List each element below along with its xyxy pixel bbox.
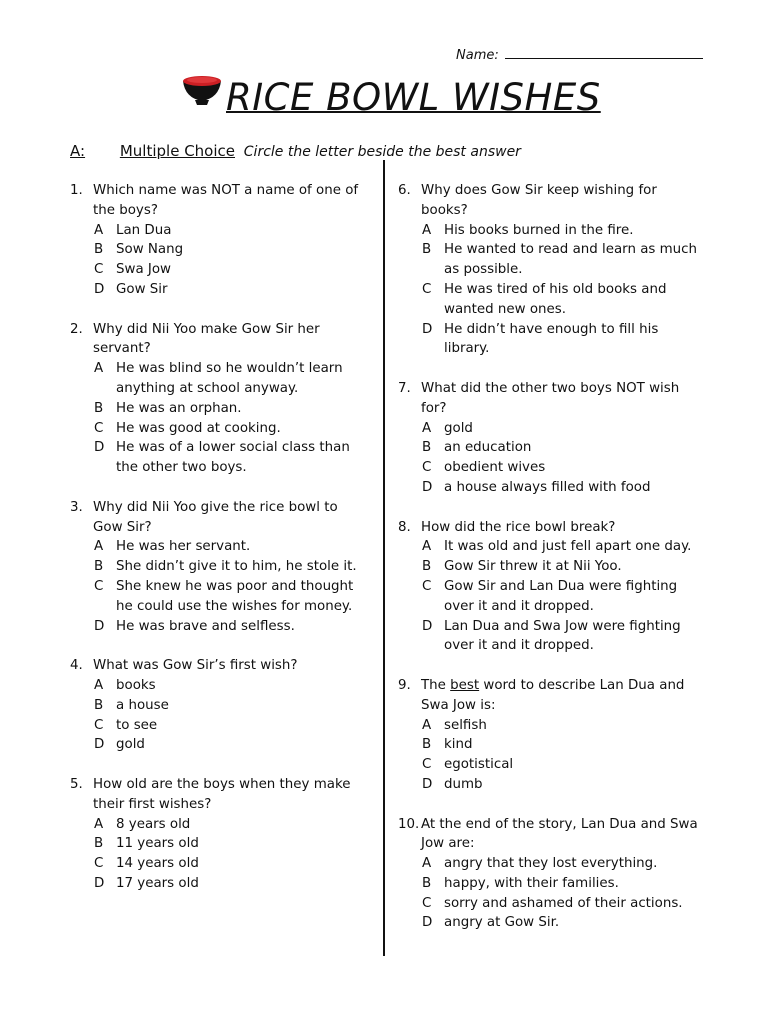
option-letter[interactable]: B [94, 242, 104, 258]
answer-option[interactable] [70, 815, 370, 835]
answer-option[interactable] [398, 537, 698, 557]
option-text: He was blind so he wouldn’t learn anything at school anyway. [116, 361, 343, 396]
option-text: angry that they lost everything. [444, 856, 658, 872]
option-text: Swa Jow [116, 262, 172, 278]
option-text: He was an orphan. [116, 400, 242, 416]
answer-option[interactable] [70, 696, 370, 716]
answer-option[interactable] [398, 478, 698, 498]
question-text-post: word to describe Lan Dua and Swa Jow is: [421, 677, 685, 713]
option-letter[interactable]: C [94, 420, 104, 436]
answer-option[interactable] [398, 617, 698, 657]
answer-option[interactable] [70, 221, 370, 241]
answer-option[interactable] [70, 617, 370, 637]
option-letter[interactable]: C [94, 578, 104, 594]
question-6 [398, 181, 698, 359]
option-letter[interactable]: D [422, 915, 433, 931]
option-text: a house always filled with food [444, 479, 651, 495]
option-text: 11 years old [116, 836, 199, 852]
option-text: It was old and just fell apart one day. [444, 539, 692, 555]
option-letter[interactable]: C [422, 460, 432, 476]
answer-option[interactable] [398, 735, 698, 755]
option-letter[interactable]: B [94, 836, 104, 852]
question-text: At the end of the story, Lan Dua and Swa Jow are: [421, 816, 698, 852]
answer-option[interactable] [398, 419, 698, 439]
right-column [398, 181, 698, 953]
option-text: obedient wives [444, 460, 546, 476]
question-text: Which name was NOT a name of one of the boys? [93, 183, 359, 218]
question-8 [398, 518, 698, 657]
option-text: gold [444, 420, 473, 436]
option-letter[interactable]: B [94, 559, 104, 575]
answer-option[interactable] [398, 913, 698, 933]
option-text: an education [444, 440, 532, 456]
section-instruction: Circle the letter beside the best answer [243, 144, 521, 160]
question-text: What did the other two boys NOT wish for? [421, 380, 680, 416]
option-letter[interactable]: A [94, 222, 104, 238]
option-letter[interactable]: D [94, 618, 105, 634]
answer-option[interactable] [398, 755, 698, 775]
answer-option[interactable] [70, 874, 370, 894]
answer-option[interactable] [398, 775, 698, 795]
option-letter[interactable]: C [94, 856, 104, 872]
option-text: 8 years old [116, 816, 191, 832]
question-text-pre: The [421, 677, 451, 693]
answer-option[interactable] [398, 458, 698, 478]
option-letter[interactable]: A [94, 816, 104, 832]
question-number: 8. [398, 519, 411, 535]
question-1 [70, 181, 370, 300]
answer-option[interactable] [398, 438, 698, 458]
question-5 [70, 775, 370, 894]
option-text: He was good at cooking. [116, 420, 281, 436]
question-number: 6. [398, 183, 411, 198]
option-letter[interactable]: B [94, 697, 104, 713]
answer-option[interactable] [70, 834, 370, 854]
question-2 [70, 320, 370, 478]
answer-option[interactable] [70, 716, 370, 736]
option-text: books [116, 677, 156, 693]
question-text: Why did Nii Yoo make Gow Sir her servant? [93, 321, 320, 357]
option-text: He wanted to read and learn as much as possible. [444, 242, 698, 278]
option-text: selfish [444, 717, 487, 733]
option-letter[interactable]: A [422, 856, 432, 872]
question-number: 5. [70, 776, 83, 792]
option-letter[interactable]: A [422, 539, 432, 555]
emphasized-word: best [450, 677, 480, 693]
option-text: He was brave and selfless. [116, 618, 295, 634]
option-letter[interactable]: A [94, 539, 104, 555]
option-text: His books burned in the fire. [444, 222, 634, 238]
option-text: He didn’t have enough to fill his library. [444, 321, 659, 357]
option-letter[interactable]: A [94, 361, 104, 377]
question-text: Why does Gow Sir keep wishing for books? [421, 183, 657, 218]
option-text: Gow Sir [116, 281, 168, 297]
option-letter[interactable]: D [94, 875, 105, 891]
option-letter[interactable]: D [422, 321, 433, 337]
question-number: 2. [70, 321, 83, 337]
section-letter: A: [70, 142, 86, 160]
rice-bowl-icon [182, 72, 222, 106]
option-text: He was tired of his old books and wanted new ones. [444, 281, 667, 317]
page-title: RICE BOWL WISHES [226, 76, 601, 119]
question-number: 1. [70, 183, 83, 198]
answer-option[interactable] [70, 399, 370, 419]
answer-option[interactable] [398, 874, 698, 894]
option-letter[interactable]: A [422, 222, 432, 238]
option-text: He was her servant. [116, 539, 251, 555]
option-letter[interactable]: B [422, 875, 432, 891]
option-letter[interactable]: B [94, 400, 104, 416]
answer-option[interactable] [70, 854, 370, 874]
answer-option[interactable] [70, 577, 370, 617]
option-text: a house [116, 697, 169, 713]
question-number: 7. [398, 380, 411, 396]
left-column [70, 181, 370, 913]
option-letter[interactable]: A [422, 420, 432, 436]
question-3 [70, 498, 370, 637]
question-4 [70, 656, 370, 755]
option-letter[interactable]: D [422, 479, 433, 495]
option-letter[interactable]: B [422, 737, 432, 753]
option-letter[interactable]: D [94, 281, 105, 297]
option-letter[interactable]: B [422, 559, 432, 575]
option-text: egotistical [444, 757, 514, 773]
option-text: 14 years old [116, 856, 199, 872]
option-letter[interactable]: D [94, 737, 105, 753]
question-text: What was Gow Sir’s first wish? [93, 658, 298, 674]
option-text: Lan Dua [116, 222, 172, 238]
option-text: sorry and ashamed of their actions. [444, 895, 683, 911]
column-divider [383, 160, 385, 956]
question-text [421, 676, 698, 716]
option-text: kind [444, 737, 473, 753]
answer-option[interactable] [70, 438, 370, 478]
answer-option[interactable] [70, 537, 370, 557]
option-letter[interactable]: C [422, 895, 432, 911]
option-letter[interactable]: C [422, 281, 432, 297]
option-letter[interactable]: A [422, 717, 432, 733]
option-letter[interactable]: B [422, 242, 432, 258]
answer-option[interactable] [70, 557, 370, 577]
option-text: to see [116, 717, 158, 733]
question-text: How did the rice bowl break? [421, 519, 616, 535]
option-letter[interactable]: B [422, 440, 432, 456]
question-number: 3. [70, 499, 83, 515]
option-text: She knew he was poor and thought he could use the wishes for money. [116, 578, 354, 614]
name-field[interactable] [456, 46, 703, 63]
option-text: gold [116, 737, 145, 753]
answer-option[interactable] [398, 577, 698, 617]
option-letter[interactable]: D [422, 776, 433, 792]
option-letter[interactable]: C [94, 262, 104, 278]
answer-option[interactable] [70, 260, 370, 280]
section-type: Multiple Choice [119, 142, 235, 160]
answer-option[interactable] [398, 854, 698, 874]
answer-option[interactable] [398, 221, 698, 241]
option-letter[interactable]: A [94, 677, 104, 693]
option-text: He was of a lower social class than the other two boys. [116, 440, 350, 476]
answer-option[interactable] [70, 676, 370, 696]
option-text: She didn’t give it to him, he stole it. [116, 559, 357, 575]
option-text: Lan Dua and Swa Jow were fighting over it and it dropped. [444, 618, 681, 654]
answer-option[interactable] [70, 359, 370, 399]
question-text: How old are the boys when they make their first wishes? [93, 776, 351, 812]
answer-option[interactable] [70, 735, 370, 755]
answer-option[interactable] [398, 557, 698, 577]
option-text: Gow Sir and Lan Dua were fighting over it and it dropped. [444, 578, 678, 614]
section-header [70, 142, 521, 160]
name-label: Name: [456, 48, 499, 63]
question-10 [398, 815, 698, 934]
answer-option[interactable] [70, 419, 370, 439]
option-text: Gow Sir threw it at Nii Yoo. [444, 559, 622, 575]
option-text: dumb [444, 776, 483, 792]
option-text: happy, with their families. [444, 875, 619, 891]
option-letter[interactable]: C [94, 717, 104, 733]
question-7 [398, 379, 698, 498]
option-letter[interactable]: D [422, 618, 433, 634]
answer-option[interactable] [398, 240, 698, 280]
option-letter[interactable]: C [422, 578, 432, 594]
name-blank-line[interactable] [505, 46, 703, 59]
option-text: angry at Gow Sir. [444, 915, 560, 931]
answer-option[interactable] [398, 894, 698, 914]
question-text: Why did Nii Yoo give the rice bowl to Gow Sir? [93, 499, 338, 535]
answer-option[interactable] [70, 280, 370, 300]
answer-option[interactable] [398, 320, 698, 360]
question-number: 9. [398, 677, 411, 693]
question-9 [398, 676, 698, 795]
option-text: 17 years old [116, 875, 199, 891]
option-letter[interactable]: C [422, 757, 432, 773]
answer-option[interactable] [70, 240, 370, 260]
answer-option[interactable] [398, 280, 698, 320]
question-number: 10. [398, 816, 420, 832]
question-number: 4. [70, 658, 83, 674]
option-letter[interactable]: D [94, 440, 105, 456]
option-text: Sow Nang [116, 242, 184, 258]
answer-option[interactable] [398, 716, 698, 736]
